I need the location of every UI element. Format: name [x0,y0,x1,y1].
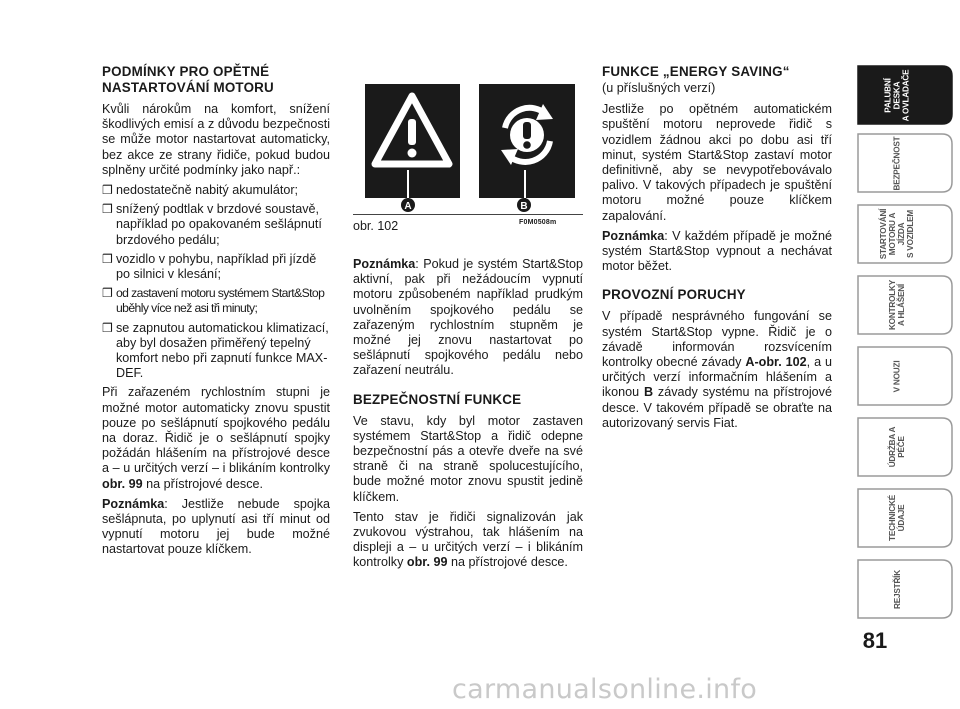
checkbox-bullet-icon: ❒ [102,183,113,198]
chapter-tab[interactable] [856,274,960,336]
chapter-tab-label: BEZPEČNOST [892,136,902,190]
checkbox-bullet-icon: ❒ [102,286,113,301]
list-item: ❒ snížený podtlak v brzdové soustavě, například po opakovaném sešlápnutí brzdového pedálu; [102,202,322,247]
marker-a-label: A [404,201,412,212]
chapter-tab[interactable] [856,416,960,478]
chapter-tab-label: V NOUZI [892,360,902,392]
paragraph-note: Poznámka: Pokud je systém Start&Stop aktivní, pak při nežádoucím vypnutí motoru způsobeném například prudkým uvolněním spojkového pedálu se zařazeným rychlostním stupněm je možné jej znovu nastartovat po sešlápnutí spojkového pedálu nebo zařazení neutrálu. [353,257,583,378]
list-item: ❒ se zapnutou automatickou klimatizací, aby byl dosažen přiměřený tepelný komfort nebo při zapnutí funkce MAX-DEF. [102,320,329,381]
chapter-tab[interactable] [856,558,960,620]
subtitle-versions: (u příslušných verzí) [602,81,716,95]
paragraph-safety: Ve stavu, kdy byl motor zastaven systémem Start&Stop a řidič odepne bezpečnostní pás a otevře dveře na své straně či na straně spolucestujícího, bude možné motor znovu spustit jedině klíčkem. [353,413,583,504]
paragraph-energy-saving: Jestliže po opětném automatickém spuštění motoru neprovede řidič s vozidlem žádnou akci po dobu asi tří minut, systém Start&Stop zastaví motor definitivně, aby se nevypotřebovávalo palivo. V takových případech je spuštění motoru možné pouze klíčkem zapalování. [602,102,832,223]
column-right [602,64,832,436]
figure-code: F0M0508m [519,219,557,226]
chapter-tab[interactable] [856,345,960,407]
paragraph-signal: Tento stav je řidiči signalizován jak zvukovou výstrahou, tak hlášením na displeji a – u určitých verzí – i blikáním kontrolky obr. 99 na přístrojové desce. [353,509,583,570]
chapter-tab[interactable] [856,132,960,194]
chapter-tab-label: PALUBNÍ DESKA A OVLADAČE [883,69,911,121]
paragraph-note: Poznámka: V každém případě je možné systém Start&Stop vypnout a nechávat motor běžet. [602,228,832,274]
chapter-tab-label: REJSTŘÍK [892,569,902,609]
page-number: 81 [862,628,888,653]
chapter-tab-label: KONTROLKY A HLÁŠENÍ [888,279,906,331]
chapter-tab[interactable] [856,487,960,549]
paragraph-note: Poznámka: Jestliže nebude spojka sešlápnuta, po uplynutí asi tří minut od vypnutí motoru jej bude možné nastartovat pouze klíčkem. [102,496,330,557]
watermark: carmanualsonline.info [452,674,758,705]
list-item: ❒ nedostatečně nabitý akumulátor; [102,183,299,198]
marker-b-label: B [520,201,528,212]
checkbox-bullet-icon: ❒ [102,251,113,266]
figure-label: obr. 102 [353,219,399,233]
chapter-tab[interactable] [856,203,960,265]
heading-safety-functions: BEZPEČNOSTNÍ FUNKCE [353,391,522,407]
column-middle [353,257,583,576]
chapter-tab-label: TECHNICKÉ ÚDAJE [888,495,906,541]
paragraph-clutch: Při zařazeném rychlostním stupni je možné motor automaticky znovu spustit pouze po sešlápnutí spojkového pedálu na doraz. Řidič je o sešlápnutí spojky požádán hlášením na přístrojové desce a – u určitých verzí – i blikáním kontrolky obr. 99 na přístrojové desce. [102,385,330,491]
list-item: ❒ od zastavení motoru systémem Start&Stop uběhly více než asi tři minuty; [102,286,325,316]
chapter-tab[interactable] [856,64,960,126]
column-left [102,64,330,563]
paragraph-intro: Kvůli nárokům na komfort, snížení škodlivých emisí a z důvodu bezpečnosti se může motor nastartovat automaticky, bez akce ze strany řidiče, pokud budou splněny určité podmínky jako např.: [102,102,330,177]
chapter-tab-label: ÚDRŽBA A PÉČE [888,426,906,468]
heading-restart-conditions: PODMÍNKY PRO OPĚTNÉ NASTARTOVÁNÍ MOTORU [102,64,274,95]
checkbox-bullet-icon: ❒ [102,320,113,335]
figure-warning-icons [353,64,583,211]
heading-energy-saving: FUNKCE „ENERGY SAVING“ [602,64,790,79]
heading-malfunctions: PROVOZNÍ PORUCHY [602,287,746,303]
figure-illustration [353,64,583,212]
checkbox-bullet-icon: ❒ [102,202,113,217]
list-item: ❒ vozidlo v pohybu, například při jízdě po silnici v klesání; [102,251,317,282]
chapter-tab-label: STARTOVÁNÍ MOTORU A JÍZDA S VOZIDLEM [879,208,915,260]
paragraph-malfunctions: V případě nesprávného fungování se systém Start&Stop vypne. Řidič je o závadě informován rozsvícením kontrolky obecné závady A-obr. 102, a u určitých verzí informačním hlášením a ikonou B závady systému na přístrojové desce. V takovém případě se obraťte na autorizovaný servis Fiat. [602,309,832,430]
